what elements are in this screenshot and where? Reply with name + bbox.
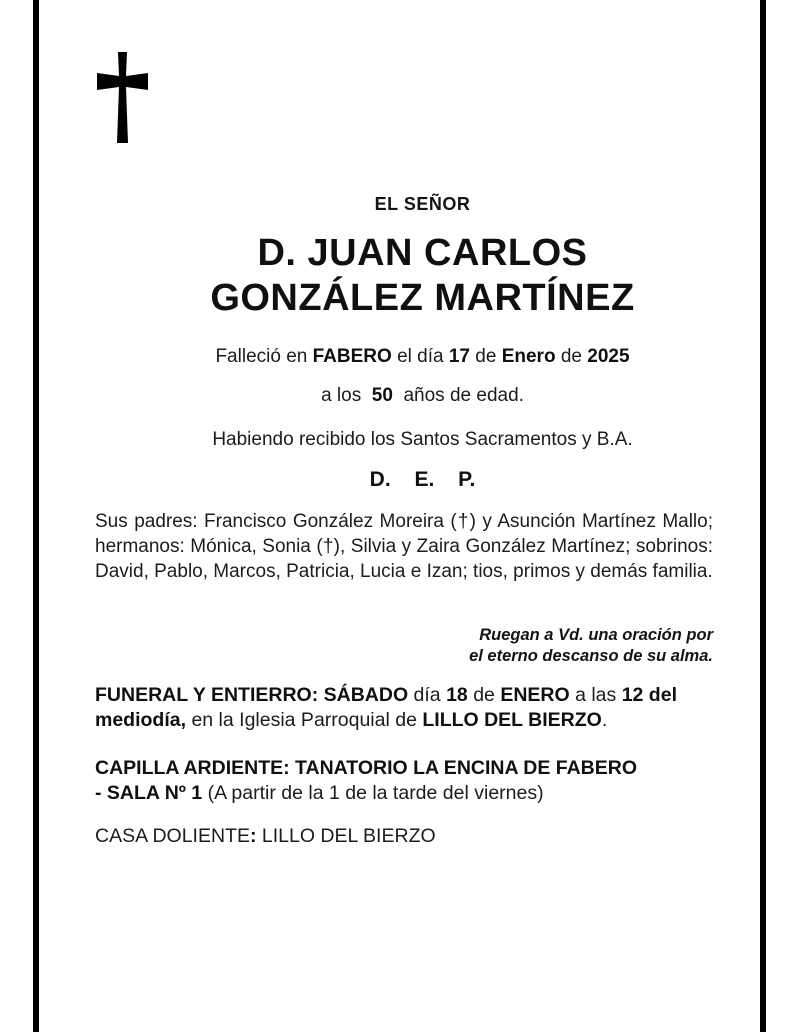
prayer-line1: Ruegan a Vd. una oración por (479, 626, 713, 644)
sacraments-line: Habiendo recibido los Santos Sacramentos y B.A. (212, 429, 633, 450)
prayer-request (95, 625, 713, 667)
latin-cross-icon (97, 52, 148, 143)
dep-abbreviation: D. E. P. (369, 468, 476, 491)
funeral-notice: FUNERAL Y ENTIERRO: SÁBADO día 18 de ENERO a las 12 del mediodía, en la Iglesia Parroquial de LILLO DEL BIERZO. (95, 684, 677, 731)
deceased-name-line2: GONZÁLEZ MARTÍNEZ (210, 277, 635, 319)
deceased-name-line1: D. JUAN CARLOS (257, 232, 588, 274)
family-paragraph: Sus padres: Francisco González Moreira (†) y Asunción Martínez Mallo; hermanos: Mónica, Sonia (†), Silvia y Zaira González Martínez; sobrinos: David, Pablo, Marcos, Patricia, Lucia e Izan; tios, primos y demás familia. (95, 511, 713, 582)
mourning-house-notice: CASA DOLIENTE: LILLO DEL BIERZO (95, 825, 436, 847)
right-border-rule (760, 0, 766, 1032)
age-line: a los 50 años de edad. (321, 385, 524, 406)
salutation: EL SEÑOR (374, 194, 471, 214)
death-place-date-line: Falleció en FABERO el día 17 de Enero de 2025 (215, 346, 630, 367)
prayer-line2: el eterno descanso de su alma. (469, 647, 713, 665)
deceased-name (95, 231, 750, 321)
wake-chapel-notice: CAPILLA ARDIENTE: TANATORIO LA ENCINA DE FABERO - SALA Nº 1 (A partir de la 1 de la tarde del viernes) (95, 757, 638, 804)
left-border-rule (33, 0, 39, 1032)
